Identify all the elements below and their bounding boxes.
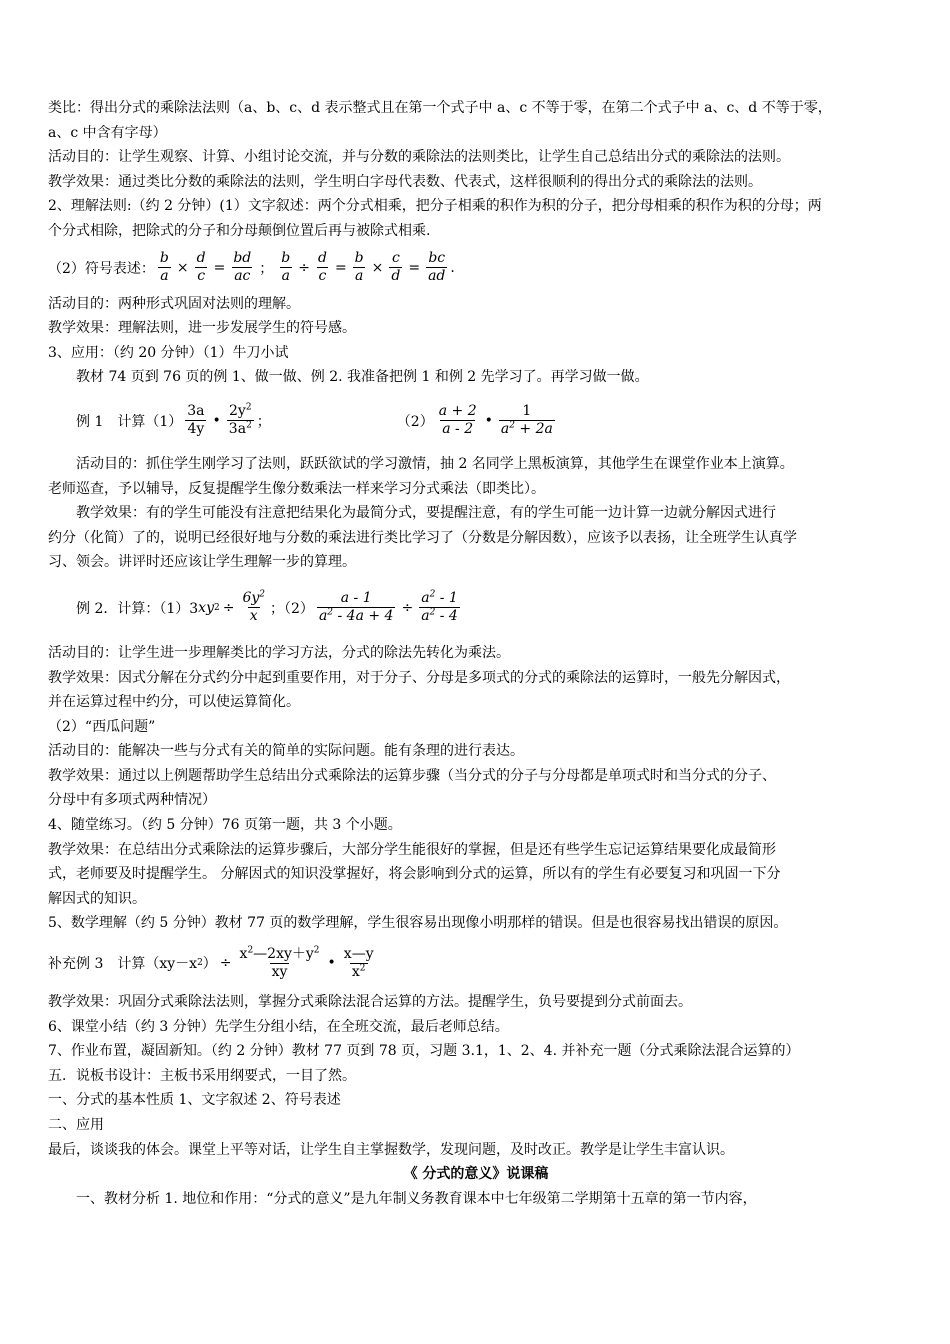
text-line: 2、理解法则:（约 2 分钟）(1）文字叙述：两个分式相乘，把分子相乘的积作为积的分子，把分母相乘的积作为积的分母；两 [48, 198, 822, 215]
example-2-formula: 例 2．计算：（1）3 xy 2 ÷ $\frac{6y^2}{x}$ ；（2） $\frac{a - 1}{a^2 - 4a + 4}$ ÷ $\frac{a^2 - 1}{a^2 - 4}$ [76, 589, 458, 625]
text-line: 活动目的：抓住学生刚学习了法则，跃跃欲试的学习激情，抽 2 名同学上黑板演算，其他学生在课堂作业本上演算。 [76, 455, 794, 472]
fraction: $\frac{a + 2}{a - 2}$ [438, 403, 477, 438]
fraction: $\frac{d}{c}$ [317, 250, 327, 285]
text-line: 类比：得出分式的乘除法法则（a、b、c、d 表示整式且在第一个式子中 a、c 不等于零，在第二个式子中 a、c、d 不等于零， [48, 100, 832, 116]
fraction: $\frac{bd}{ac}$ [233, 250, 252, 285]
example-1-label: 例 1 计算（1） [76, 413, 183, 430]
fraction: $\frac{b}{a}$ [159, 250, 169, 285]
text-line: 一、分式的基本性质 1、文字叙述 2、符号表述 [48, 1092, 341, 1109]
text-line: 解因式的知识。 [48, 890, 146, 907]
text-line: 6、课堂小结（约 3 分钟）先学生分组小结，在全班交流，最后老师总结。 [48, 1018, 509, 1035]
fraction: $\frac{a - 1}{a^2 - 4a + 4}$ [318, 590, 394, 625]
fraction: $\frac{2y^2}{3a^2}$ [228, 402, 252, 438]
fraction: $\frac{a^2 - 1}{a^2 - 4}$ [421, 589, 458, 625]
text-line: 教学效果：通过以上例题帮助学生总结出分式乘除法的运算步骤（当分式的分子与分母都是单项式时和当分式的分子、 [48, 767, 776, 784]
text-line: 活动目的：让学生观察、计算、小组讨论交流，并与分数的乘除法的法则类比，让学生自己总结出分式的乘除法的法则。 [48, 149, 790, 166]
text-line: 五．说板书设计：主板书采用纲要式，一目了然。 [48, 1067, 356, 1084]
text-line: 分母中有多项式两种情况） [48, 792, 216, 809]
text-line: 教学效果：因式分解在分式约分中起到重要作用，对于分子、分母是多项式的分式的乘除法的运算时，一般先分解因式， [48, 669, 790, 686]
text-line: 活动目的：让学生进一步理解类比的学习方法，分式的除法先转化为乘法。 [48, 644, 510, 661]
example-1-formula: 例 1 计算（1） $\frac{3a}{4y}$ • $\frac{2y^2}{3a^2}$ ； （2） $\frac{a + 2}{a - 2}$ • $\frac{1}{a^2 + 2a}$ [76, 402, 553, 438]
symbol-rule-formula: （2）符号表述： $\frac{b}{a}$ × $\frac{d}{c}$ = $\frac{bd}{ac}$ ； $\frac{b}{a}$ ÷ $\frac{d}{c}$ = $\frac{b}{a}$ × $\frac{c}{d}$ = $\frac{bc}{ad}$ . [48, 250, 455, 285]
fraction: $\frac{6y^2}{x}$ [242, 589, 266, 625]
example-3-formula: 补充例 3 计算（xy－x 2 ） ÷ $\frac{x^2—2xy+y^2}{xy}$ • $\frac{x—y}{x^2}$ [48, 944, 374, 980]
text-line: 老师巡查，予以辅导，反复提醒学生像分数乘法一样来学习分式乘法（即类比）。 [48, 480, 545, 497]
fraction: $\frac{c}{d}$ [391, 250, 401, 285]
text-line: 一、教材分析 1. 地位和作用：“分式的意义”是九年制义务教育课本中七年级第二学期第十五章的第一节内容， [76, 1190, 757, 1207]
text-line: 4、随堂练习。（约 5 分钟）76 页第一题，共 3 个小题。 [48, 817, 402, 834]
text-line: 习、领会。讲评时还应该让学生理解一步的算理。 [48, 554, 356, 571]
fraction: $\frac{b}{a}$ [354, 250, 364, 285]
document-page [48, 96, 904, 1211]
fraction: $\frac{1}{a^2 + 2a}$ [500, 403, 553, 438]
text-line: 教学效果：巩固分式乘除法法则，掌握分式乘除法混合运算的方法。提醒学生，负号要提到分式前面去。 [48, 994, 692, 1011]
fraction: $\frac{b}{a}$ [281, 250, 291, 285]
fraction: $\frac{x—y}{x^2}$ [343, 945, 374, 980]
text-line: 活动目的：两种形式巩固对法则的理解。 [48, 295, 300, 312]
text-line: 教学效果：理解法则，进一步发展学生的符号感。 [48, 320, 356, 337]
fraction: $\frac{bc}{ad}$ [428, 250, 446, 285]
example-2-label: 例 2．计算：（1）3 [76, 600, 199, 617]
text-line: 约分（化简）了的，说明已经很好地与分数的乘法进行类比学习了（分数是分解因数），应该予以表扬，让全班学生认真学 [48, 529, 797, 546]
fraction: $\frac{3a}{4y}$ [187, 403, 205, 438]
text-line: 个分式相除，把除式的分子和分母颠倒位置后再与被除式相乘. [48, 222, 431, 239]
section-title: 《 分式的意义》说课稿 [403, 1166, 549, 1183]
example-3-label: 补充例 3 计算（xy－x [48, 956, 198, 973]
text-line: 3、应用：（约 20 分钟）（1）牛刀小试 [48, 344, 289, 361]
formula-label: （2）符号表述： [48, 260, 155, 277]
text-line: 最后，谈谈我的体会。课堂上平等对话，让学生自主掌握数学，发现问题，及时改正。教学是让学生丰富认识。 [48, 1141, 734, 1158]
text-line: 教学效果：在总结出分式乘除法的运算步骤后，大部分学生能很好的掌握，但是还有些学生忘记运算结果要化成最简形 [48, 841, 776, 858]
text-line: 教学效果：有的学生可能没有注意把结果化为最简分式，要提醒注意，有的学生可能一边计算一边就分解因式进行 [76, 505, 776, 522]
text-line: 二、应用 [48, 1117, 104, 1133]
fraction: $\frac{d}{c}$ [196, 250, 206, 285]
text-line: a、c 中含有字母） [48, 124, 167, 141]
text-line: 教学效果：通过类比分数的乘除法的法则，学生明白字母代表数、代表式，这样很顺利的得出分式的乘除法的法则。 [48, 173, 762, 190]
fraction: $\frac{x^2—2xy+y^2}{xy}$ [239, 944, 320, 980]
text-line: 式，老师要及时提醒学生。 分解因式的知识没掌握好，将会影响到分式的运算，所以有的学生有必要复习和巩固一下分 [48, 866, 781, 883]
example-1-label-2: （2） [396, 413, 434, 430]
text-line: 教材 74 页到 76 页的例 1、做一做、例 2. 我准备把例 1 和例 2 先学习了。再学习做一做。 [76, 369, 649, 386]
text-line: （2）“西瓜问题” [48, 718, 156, 735]
text-line: 7、作业布置，凝固新知。（约 2 分钟）教材 77 页到 78 页，习题 3.1，1、2、4. 并补充一题（分式乘除法混合运算的） [48, 1043, 800, 1060]
text-line: 并在运算过程中约分，可以使运算简化。 [48, 694, 300, 711]
text-line: 活动目的：能解决一些与分式有关的简单的实际问题。能有条理的进行表达。 [48, 743, 524, 760]
text-line: 5、数学理解（约 5 分钟）教材 77 页的数学理解，学生很容易出现像小明那样的错误。但是也很容易找出错误的原因。 [48, 915, 788, 932]
